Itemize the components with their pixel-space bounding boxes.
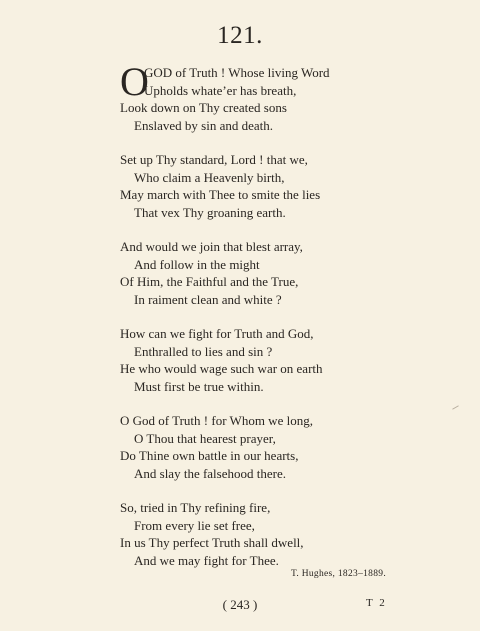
stanza-3-line-1: And would we join that blest array, bbox=[120, 239, 303, 254]
stanza-5-line-4: And slay the falsehood there. bbox=[134, 465, 286, 481]
stanza-6-line-2: From every lie set free, bbox=[134, 517, 255, 533]
stanza-6-line-4: And we may fight for Thee. bbox=[134, 552, 279, 568]
stanza-3-line-2: And follow in the might bbox=[134, 256, 260, 272]
stanza-6-line-1: So, tried in Thy refining fire, bbox=[120, 500, 271, 515]
stanza-2-line-2: Who claim a Heavenly birth, bbox=[134, 169, 285, 185]
stanza-2-line-4: That vex Thy groaning earth. bbox=[134, 204, 286, 220]
stanza-5-line-1: O God of Truth ! for Whom we long, bbox=[120, 413, 313, 428]
author-attribution: T. Hughes, 1823–1889. bbox=[290, 569, 386, 579]
page-folio: ( 243 ) bbox=[222, 597, 258, 612]
stanza-4 bbox=[120, 325, 420, 395]
stanza-2 bbox=[120, 151, 420, 221]
stanza-6-line-3: In us Thy perfect Truth shall dwell, bbox=[120, 535, 304, 550]
stanza-3 bbox=[120, 238, 420, 308]
stanza-1-line-4: Enslaved by sin and death. bbox=[134, 117, 273, 133]
stanza-1-line-3: Look down on Thy created sons bbox=[120, 100, 287, 115]
drop-cap: O bbox=[120, 59, 149, 104]
paper-mark bbox=[452, 405, 459, 409]
stanza-3-line-4: In raiment clean and white ? bbox=[134, 291, 282, 307]
stanza-1-line-1-text: GOD of Truth ! Whose living Word bbox=[144, 65, 330, 80]
stanza-2-line-1: Set up Thy standard, Lord ! that we, bbox=[120, 152, 308, 167]
stanza-3-line-3: Of Him, the Faithful and the True, bbox=[120, 274, 299, 289]
stanza-2-line-3: May march with Thee to smite the lies bbox=[120, 187, 321, 202]
stanza-4-line-3: He who would wage such war on earth bbox=[120, 361, 323, 376]
stanza-4-line-4: Must first be true within. bbox=[134, 378, 264, 394]
stanza-1 bbox=[120, 59, 420, 134]
stanza-4-line-2: Enthralled to lies and sin ? bbox=[134, 343, 273, 359]
stanza-4-line-1: How can we fight for Truth and God, bbox=[120, 326, 314, 341]
stanza-6 bbox=[120, 499, 420, 569]
stanza-5-line-2: O Thou that hearest prayer, bbox=[134, 430, 276, 446]
stanza-1-line-2: Upholds whate’er has breath, bbox=[144, 82, 297, 98]
stanza-5-line-3: Do Thine own battle in our hearts, bbox=[120, 448, 299, 463]
hymn-number: 121. bbox=[217, 22, 263, 49]
stanza-5 bbox=[120, 412, 420, 482]
printer-signature-mark: T 2 bbox=[366, 597, 387, 609]
